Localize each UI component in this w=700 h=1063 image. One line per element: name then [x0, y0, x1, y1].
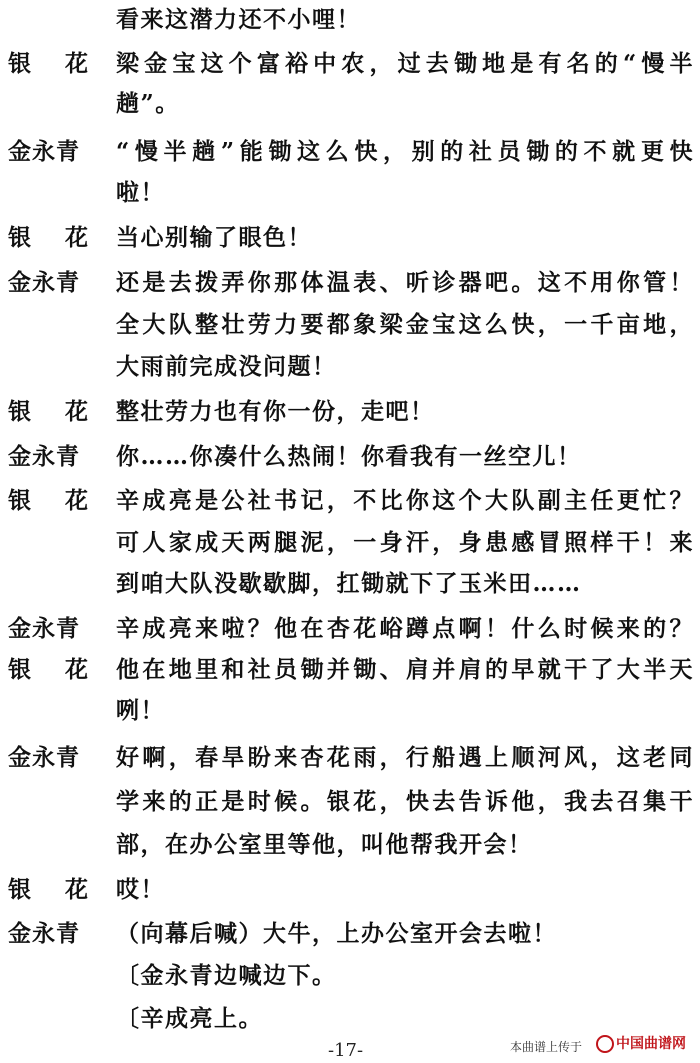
- speaker-name: 金永青: [8, 615, 80, 642]
- dialogue-text: 他在地里和社员锄并锄、肩并肩的早就干了大半天: [116, 656, 694, 683]
- dialogue-line: [0, 652, 700, 692]
- dialogue-text: “慢半趟”能锄这么快，别的社员锄的不就更快: [116, 138, 694, 165]
- speaker-name: 金永青: [8, 443, 80, 470]
- dialogue-text: 你……你凑什么热闹！你看我有一丝空儿！: [116, 443, 582, 470]
- dialogue-line: [0, 265, 700, 305]
- dialogue-line: [0, 693, 700, 733]
- speaker-name: 金永青: [8, 138, 80, 165]
- dialogue-text: 辛成亮来啦？他在杏花峪蹲点啊！什么时候来的？: [116, 615, 694, 642]
- dialogue-text: 学来的正是时候。银花，快去告诉他，我去召集干: [116, 788, 694, 815]
- dialogue-line: [0, 483, 700, 523]
- dialogue-text: 咧！: [116, 697, 165, 724]
- dialogue-line: [0, 394, 700, 434]
- dialogue-line: [0, 46, 700, 86]
- upload-note: 本曲谱上传于: [510, 1040, 583, 1054]
- dialogue-line: [0, 307, 700, 347]
- dialogue-line: [0, 525, 700, 565]
- dialogue-text: 当心别输了眼色！: [116, 224, 312, 251]
- page-number: -17-: [328, 1040, 364, 1061]
- speaker-name: 银花: [8, 398, 122, 425]
- site-logo-text: 中国曲谱网: [616, 1035, 686, 1051]
- dialogue-text: 可人家成天两腿泥，一身汗，身患感冒照样干！来: [116, 529, 694, 556]
- stage-direction-line: [0, 958, 700, 998]
- stage-direction-line: [0, 1001, 700, 1041]
- site-logo-icon: [596, 1035, 614, 1053]
- dialogue-text: 辛成亮是公社书记，不比你这个大队副主任更忙？: [116, 487, 694, 514]
- dialogue-text: 梁金宝这个富裕中农，过去锄地是有名的“慢半: [116, 50, 694, 77]
- dialogue-text: 部，在办公室里等他，叫他帮我开会！: [116, 831, 533, 858]
- dialogue-text: 好啊，春旱盼来杏花雨，行船遇上顺河风，这老同: [116, 744, 694, 771]
- dialogue-line: [0, 566, 700, 606]
- dialogue-text: 到咱大队没歇歇脚，扛锄就下了玉米田……: [116, 570, 582, 597]
- dialogue-text: 看来这潜力还不小哩！: [116, 6, 361, 33]
- dialogue-line: [0, 872, 700, 912]
- dialogue-text: 整壮劳力也有你一份，走吧！: [116, 398, 435, 425]
- speaker-name: 银花: [8, 224, 122, 251]
- speaker-name: 银花: [8, 487, 122, 514]
- speaker-name: 银花: [8, 876, 122, 903]
- dialogue-line: [0, 439, 700, 479]
- stage-direction-text: 〔金永青边喊边下。: [116, 962, 337, 989]
- speaker-name: 金永青: [8, 920, 80, 947]
- dialogue-text: 大雨前完成没问题！: [116, 353, 337, 380]
- dialogue-line: [0, 2, 700, 42]
- dialogue-text: 啦！: [116, 179, 165, 206]
- speaker-name: 金永青: [8, 269, 80, 296]
- dialogue-line: [0, 740, 700, 780]
- dialogue-line: [0, 827, 700, 867]
- dialogue-line: [0, 86, 700, 126]
- dialogue-text: （向幕后喊）大牛，上办公室开会去啦！: [116, 920, 557, 947]
- dialogue-line: [0, 134, 700, 174]
- dialogue-text: 哎！: [116, 876, 165, 903]
- speaker-name: 银花: [8, 656, 122, 683]
- speaker-name: 金永青: [8, 744, 80, 771]
- dialogue-line: [0, 916, 700, 956]
- dialogue-line: [0, 175, 700, 215]
- dialogue-text: 还是去拨弄你那体温表、听诊器吧。这不用你管！: [116, 269, 694, 296]
- dialogue-text: 趟”。: [116, 90, 180, 117]
- dialogue-line: [0, 349, 700, 389]
- dialogue-text: 全大队整壮劳力要都象梁金宝这么快，一千亩地，: [116, 311, 694, 338]
- dialogue-line: [0, 611, 700, 651]
- stage-direction-text: 〔辛成亮上。: [116, 1005, 263, 1032]
- site-logo: [596, 1033, 700, 1059]
- speaker-name: 银花: [8, 50, 122, 77]
- dialogue-line: [0, 784, 700, 824]
- dialogue-line: [0, 220, 700, 260]
